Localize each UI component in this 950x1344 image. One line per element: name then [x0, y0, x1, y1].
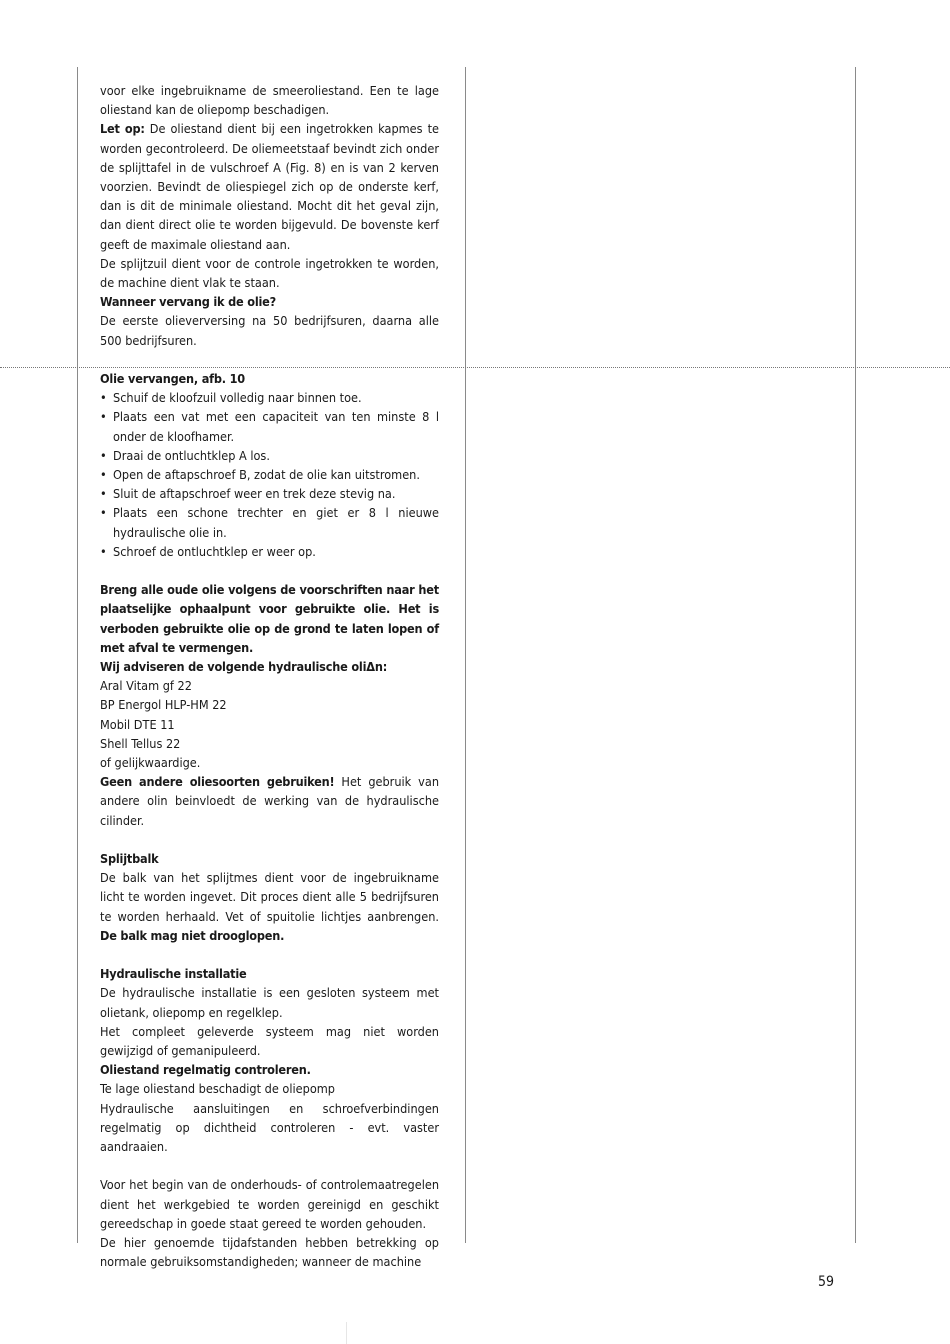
paragraph-hydraulics-1: De hydraulische installatie is een gesloten systeem met olietank, oliepomp en regelklep. [100, 985, 439, 1020]
paragraph-no-other-oils: Geen andere oliesoorten gebruiken! Het gebruik van andere olin beinvloedt de werking van de hydraulische cilinder. [100, 774, 440, 828]
attention-label: Let op: [100, 121, 145, 137]
heading-check-oil: Oliestand regelmatig controleren. [100, 1062, 311, 1078]
left-column-rule [77, 67, 78, 1243]
list-item: • Plaats een vat met een capaciteit van ten minste 8 l onder de kloofhamer. [100, 407, 439, 445]
paragraph-maintenance-2: De hier genoemde tijdafstanden hebben betrekking op normale gebruiksomstandigheden; wanneer de machine [100, 1235, 439, 1270]
heading-split-beam: Splijtbalk [100, 851, 159, 867]
oil-type: Aral Vitam gf 22 [100, 678, 192, 694]
list-item: • Schuif de kloofzuil volledig naar binnen toe. [100, 388, 439, 407]
heading-hydraulics: Hydraulische installatie [100, 966, 247, 982]
dotted-section-divider [0, 367, 950, 368]
oil-type: Mobil DTE 11 [100, 716, 175, 732]
paragraph-retract: De splijtzuil dient voor de controle ingetrokken te worden, de machine dient vlak te staan. [100, 255, 439, 291]
oil-advice-heading: Wij adviseren de volgende hydraulische oliΔn: [100, 659, 388, 675]
main-text-block [100, 369, 439, 1271]
list-item: • Schroef de ontluchtklep er weer op. [100, 542, 439, 561]
page-number: 59 [817, 1274, 834, 1290]
oil-type: Shell Tellus 22 [100, 735, 181, 751]
oil-type: of gelijkwaardige. [100, 755, 201, 771]
oil-type: BP Energol HLP-HM 22 [100, 697, 227, 713]
fold-mark [346, 1322, 347, 1344]
oil-change-steps [100, 388, 439, 561]
paragraph-oil-level: voor elke ingebruikname de smeeroliestand. Een te lage oliestand kan de oliepomp beschadigen. [100, 83, 439, 118]
list-item: • Sluit de aftapschroef weer en trek deze stevig na. [100, 484, 439, 503]
heading-when-change: Wanneer vervang ik de olie? [100, 294, 277, 310]
paragraph-maintenance-1: Voor het begin van de onderhouds- of controlemaatregelen dient het werkgebied te worden gereinigd en geschikt gereedschap in goede staat gereed te worden gehouden. [100, 1177, 439, 1231]
paragraph-hydraulics-3: Te lage oliestand beschadigt de oliepomp [100, 1081, 335, 1097]
list-item: • Plaats een schone trechter en giet er 8 l nieuwe hydraulische olie in. [100, 503, 439, 541]
paragraph-attention: Let op: De oliestand dient bij een ingetrokken kapmes te worden gecontroleerd. De oliemeetstaaf bevindt zich onder de splijttafel in de vulschroef A (Fig. 8) en is van 2 kerven voorzien. Bevindt de oliespiegel zich op de onderste kerf, dan is dit de minimale oliestand. Mocht dit het geval zijn, dan dient direct olie te worden bijgevuld. De bovenste kerf geeft de maximale oliestand aan. [100, 121, 440, 252]
center-column-rule [465, 67, 466, 1243]
top-text-block [100, 81, 439, 350]
heading-oil-change: Olie vervangen, afb. 10 [100, 371, 245, 386]
paragraph-intervals: De eerste olieverversing na 50 bedrijfsuren, daarna alle 500 bedrijfsuren. [100, 313, 439, 348]
paragraph-split-beam: De balk van het splijtmes dient voor de ingebruikname licht te worden ingevet. Dit proces dient alle 5 bedrijfsuren te worden herhaald. Vet of spuitolie lichtjes aanbrengen. De balk mag niet drooglopen. [100, 870, 439, 943]
list-item: • Open de aftapschroef B, zodat de olie kan uitstromen. [100, 465, 439, 484]
paragraph-hydraulics-2: Het compleet geleverde systeem mag niet worden gewijzigd of gemanipuleerd. [100, 1023, 439, 1059]
list-item: • Draai de ontluchtklep A los. [100, 446, 439, 465]
right-column-rule [855, 67, 856, 1243]
paragraph-hydraulics-4: Hydraulische aansluitingen en schroefverbindingen regelmatig op dichtheid controleren - evt. vaster aandraaien. [100, 1100, 439, 1155]
disposal-warning: Breng alle oude olie volgens de voorschriften naar het plaatselijke ophaalpunt voor gebruikte olie. Het is verboden gebruikte olie op de grond te laten lopen of met afval te vermengen. [100, 582, 439, 655]
